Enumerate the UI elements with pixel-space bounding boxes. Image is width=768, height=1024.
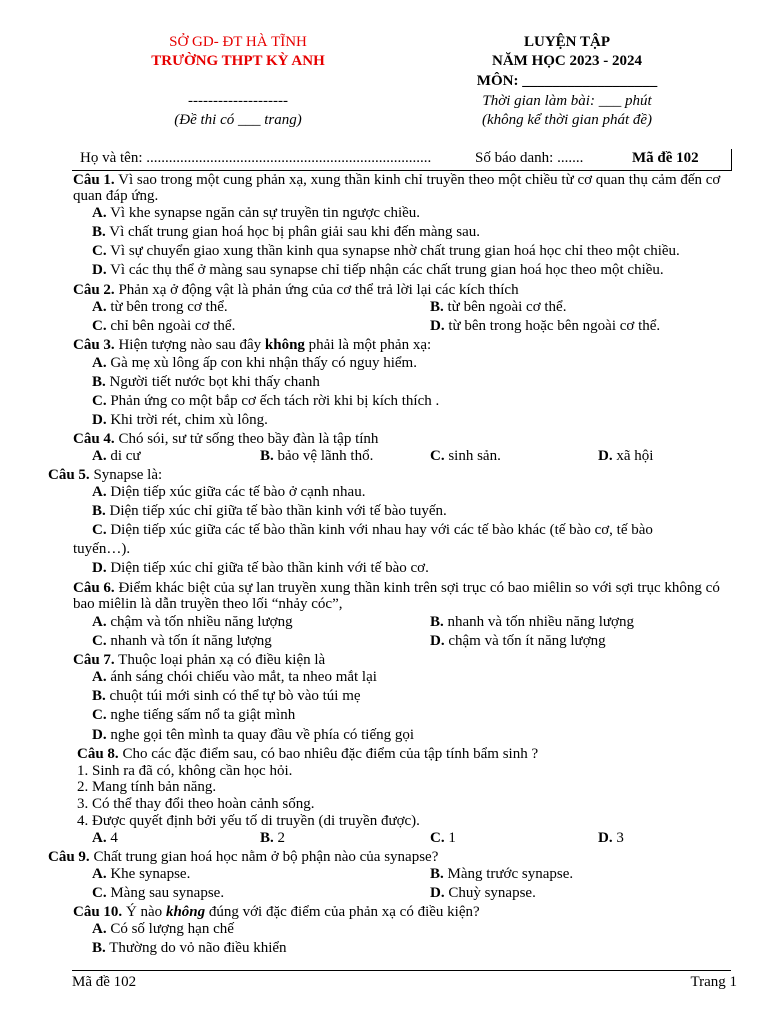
option-letter: A. [92, 205, 107, 221]
q8-option-b [260, 829, 285, 847]
option-letter: B. [430, 299, 444, 315]
option-text: Diện tiếp xúc giữa các tế bào thần kinh với nhau hay với các tế bào khác (tế bào cơ, tế bào tuyến…). [73, 522, 653, 557]
option-text: Khe synapse. [110, 866, 191, 882]
option-text: Phản ứng co một bắp cơ ếch tách rời khi bị kích thích . [110, 393, 440, 409]
option-text: nghe tiếng sấm nổ ta giật mình [110, 707, 296, 723]
question-text: Vì sao trong một cung phản xạ, xung thần kinh chỉ truyền theo một chiều từ cơ quan thụ cảm đến cơ quan đáp ứng. [73, 172, 721, 204]
option-letter: D. [92, 560, 107, 576]
duration-line: Thời gian làm bài: ___ phút [482, 93, 652, 109]
option-text: chậm và tốn ít năng lượng [448, 633, 606, 649]
q1-option-d [92, 261, 664, 279]
question-10-stem [73, 903, 480, 921]
option-text: Màng sau synapse. [110, 885, 225, 901]
option-letter: B. [430, 614, 444, 630]
q9-option-a [92, 865, 190, 883]
student-id-field: Số báo danh: ....... [475, 150, 584, 166]
question-4-stem [73, 430, 378, 448]
footer-exam-code: Mã đề 102 [72, 974, 137, 990]
question-5-stem [48, 466, 162, 484]
option-text: Thường do vỏ não điều khiển [109, 940, 287, 956]
option-text: 3 [616, 830, 624, 846]
q10-option-b [92, 939, 287, 957]
q8-statement-4: 4. Được quyết định bởi yếu tố di truyền (di truyền được). [77, 813, 420, 829]
question-emphasis: không [165, 904, 206, 920]
q8-statement-2: 2. Mang tính bản năng. [77, 779, 217, 795]
option-text: Diện tiếp xúc chỉ giữa tế bào thần kinh với tế bào tuyến. [109, 503, 447, 519]
q9-option-c [92, 884, 224, 902]
question-text: Ý nào [125, 904, 166, 920]
question-3-stem [73, 336, 431, 354]
department-name: SỞ GD- ĐT HÀ TĨNH [169, 34, 307, 50]
option-text: nhanh và tốn ít năng lượng [110, 633, 272, 649]
option-letter: A. [92, 614, 107, 630]
option-text: di cư [110, 448, 141, 464]
option-text: Khi trời rét, chim xù lông. [110, 412, 268, 428]
q7-option-a [92, 668, 377, 686]
option-letter: C. [92, 393, 107, 409]
option-text: Diện tiếp xúc chỉ giữa tế bào thần kinh với tế bào cơ. [110, 560, 429, 576]
q10-option-a [92, 920, 234, 938]
option-letter: D. [92, 727, 107, 743]
option-text: chuột túi mới sinh có thể tự bò vào túi mẹ [109, 688, 361, 704]
question-label: Câu 4. [73, 431, 115, 447]
option-letter: C. [92, 522, 107, 538]
q2-option-d [430, 317, 660, 335]
option-text: Vì sự chuyển giao xung thần kinh qua synapse nhờ chất trung gian hoá học chỉ theo một chiều. [110, 243, 680, 259]
option-letter: A. [92, 866, 107, 882]
q6-option-d [430, 632, 606, 650]
option-letter: D. [430, 318, 445, 334]
option-text: xã hội [616, 448, 654, 464]
q8-statement-1: 1. Sinh ra đã có, không cần học hỏi. [77, 763, 293, 779]
question-1-stem [73, 172, 731, 204]
q4-option-d [598, 447, 653, 465]
option-text: Người tiết nước bọt khi thấy chanh [109, 374, 320, 390]
option-letter: A. [92, 830, 107, 846]
option-letter: A. [92, 669, 107, 685]
question-label: Câu 7. [73, 652, 115, 668]
option-letter: C. [92, 885, 107, 901]
question-label: Câu 2. [73, 282, 115, 298]
question-9-stem [48, 848, 438, 866]
option-letter: C. [430, 830, 445, 846]
question-label: Câu 9. [48, 849, 90, 865]
question-2-stem [73, 281, 519, 299]
footer-page-number: Trang 1 [690, 974, 737, 990]
option-text: Vì chất trung gian hoá học bị phân giải sau khi đến màng sau. [109, 224, 480, 240]
q5-option-b [92, 502, 447, 520]
exam-code: Mã đề 102 [632, 150, 699, 166]
question-label: Câu 8. [77, 746, 119, 762]
question-text: Điểm khác biệt của sự lan truyền xung thần kinh trên sợi trục có bao miêlin so với sợi trục không có bao miêlin là dẫn truyền theo lối “nhảy cóc”, [73, 580, 720, 612]
option-letter: D. [598, 448, 613, 464]
option-text: chậm và tốn nhiều năng lượng [110, 614, 293, 630]
question-text: Hiện tượng nào sau đây [118, 337, 265, 353]
q7-option-b [92, 687, 361, 705]
option-text: Vì khe synapse ngăn cản sự truyền tin ngược chiều. [110, 205, 421, 221]
q2-option-b [430, 298, 566, 316]
option-text: 1 [448, 830, 456, 846]
q5-option-d [92, 559, 429, 577]
school-year: NĂM HỌC 2023 - 2024 [492, 53, 642, 69]
q1-option-a [92, 204, 420, 222]
option-letter: D. [92, 262, 107, 278]
option-text: từ bên trong hoặc bên ngoài cơ thể. [448, 318, 661, 334]
question-7-stem [73, 651, 325, 669]
option-text: ánh sáng chói chiếu vào mắt, ta nheo mắt lại [110, 669, 377, 685]
q3-option-b [92, 373, 320, 391]
q7-option-c [92, 706, 295, 724]
exam-type: LUYỆN TẬP [524, 34, 610, 50]
q2-option-a [92, 298, 228, 316]
q6-option-c [92, 632, 272, 650]
question-label: Câu 6. [73, 580, 115, 596]
option-letter: D. [430, 633, 445, 649]
exam-code-border [731, 149, 732, 171]
question-text: Phản xạ ở động vật là phản ứng của cơ thể trả lời lại các kích thích [118, 282, 519, 298]
option-letter: A. [92, 448, 107, 464]
question-8-stem [77, 745, 538, 763]
option-letter: B. [260, 448, 274, 464]
option-text: từ bên ngoài cơ thể. [447, 299, 567, 315]
question-label: Câu 3. [73, 337, 115, 353]
option-letter: A. [92, 484, 107, 500]
option-text: từ bên trong cơ thể. [110, 299, 228, 315]
option-letter: A. [92, 355, 107, 371]
option-text: Gà mẹ xù lông ấp con khi nhận thấy có nguy hiểm. [110, 355, 417, 371]
option-letter: B. [92, 940, 106, 956]
option-letter: D. [92, 412, 107, 428]
option-letter: C. [430, 448, 445, 464]
option-letter: D. [598, 830, 613, 846]
q8-option-a [92, 829, 118, 847]
q6-option-b [430, 613, 634, 631]
q2-option-c [92, 317, 235, 335]
q1-option-b [92, 223, 480, 241]
footer-rule [72, 970, 731, 971]
question-text: Chó sói, sư tử sống theo bầy đàn là tập tính [118, 431, 379, 447]
option-letter: C. [92, 633, 107, 649]
question-label: Câu 1. [73, 172, 115, 188]
question-text-after: phải là một phản xạ: [304, 337, 432, 353]
option-letter: C. [92, 707, 107, 723]
school-name: TRƯỜNG THPT KỲ ANH [151, 53, 325, 69]
question-label: Câu 5. [48, 467, 90, 483]
option-text: chỉ bên ngoài cơ thể. [110, 318, 236, 334]
q6-option-a [92, 613, 293, 631]
header-divider: -------------------- [188, 93, 288, 109]
question-text: Synapse là: [93, 467, 163, 483]
option-text: Diện tiếp xúc giữa các tế bào ở cạnh nhau. [110, 484, 366, 500]
option-letter: B. [260, 830, 274, 846]
header-bottom-rule [72, 170, 731, 171]
option-letter: A. [92, 299, 107, 315]
q9-option-d [430, 884, 536, 902]
option-text: nhanh và tốn nhiều năng lượng [447, 614, 634, 630]
option-letter: D. [430, 885, 445, 901]
option-text: sinh sản. [448, 448, 501, 464]
option-text: Chuỳ synapse. [448, 885, 536, 901]
option-text: nghe gọi tên mình ta quay đầu về phía có tiếng gọi [110, 727, 415, 743]
option-text: Vì các thụ thể ở màng sau synapse chỉ tiếp nhận các chất trung gian hoá học theo một chiều. [110, 262, 664, 278]
option-text: Có số lượng hạn chế [110, 921, 234, 937]
option-letter: A. [92, 921, 107, 937]
option-letter: B. [92, 224, 106, 240]
q7-option-d [92, 726, 414, 744]
question-label: Câu 10. [73, 904, 123, 920]
question-text: Chất trung gian hoá học nằm ở bộ phận nào của synapse? [93, 849, 439, 865]
option-text: 4 [110, 830, 118, 846]
option-letter: B. [92, 688, 106, 704]
option-text: bảo vệ lãnh thổ. [277, 448, 374, 464]
page-count-note: (Đề thi có ___ trang) [174, 112, 302, 128]
student-name-field: Họ và tên: ............................................................................ [80, 150, 432, 166]
q5-option-a [92, 483, 365, 501]
option-text: Màng trước synapse. [447, 866, 574, 882]
q5-option-c [73, 521, 713, 559]
duration-note: (không kể thời gian phát đề) [481, 112, 653, 128]
q4-option-a [92, 447, 141, 465]
q8-option-c [430, 829, 456, 847]
q3-option-a [92, 354, 417, 372]
option-letter: C. [92, 318, 107, 334]
q9-option-b [430, 865, 573, 883]
question-emphasis: không [264, 337, 305, 353]
option-letter: C. [92, 243, 107, 259]
question-text-after: đúng với đặc điểm của phản xạ có điều kiện? [205, 904, 480, 920]
q1-option-c [92, 242, 680, 260]
q4-option-b [260, 447, 373, 465]
option-text: 2 [277, 830, 286, 846]
question-text: Cho các đặc điểm sau, có bao nhiêu đặc điểm của tập tính bẩm sinh ? [122, 746, 539, 762]
subject-line: MÔN: __________________ [476, 73, 658, 89]
q8-statement-3: 3. Có thể thay đổi theo hoàn cảnh sống. [77, 796, 315, 812]
q8-option-d [598, 829, 624, 847]
q3-option-d [92, 411, 268, 429]
q3-option-c [92, 392, 439, 410]
q4-option-c [430, 447, 501, 465]
option-letter: B. [430, 866, 444, 882]
option-letter: B. [92, 374, 106, 390]
option-letter: B. [92, 503, 106, 519]
question-6-stem [73, 580, 731, 612]
question-text: Thuộc loại phản xạ có điều kiện là [118, 652, 326, 668]
